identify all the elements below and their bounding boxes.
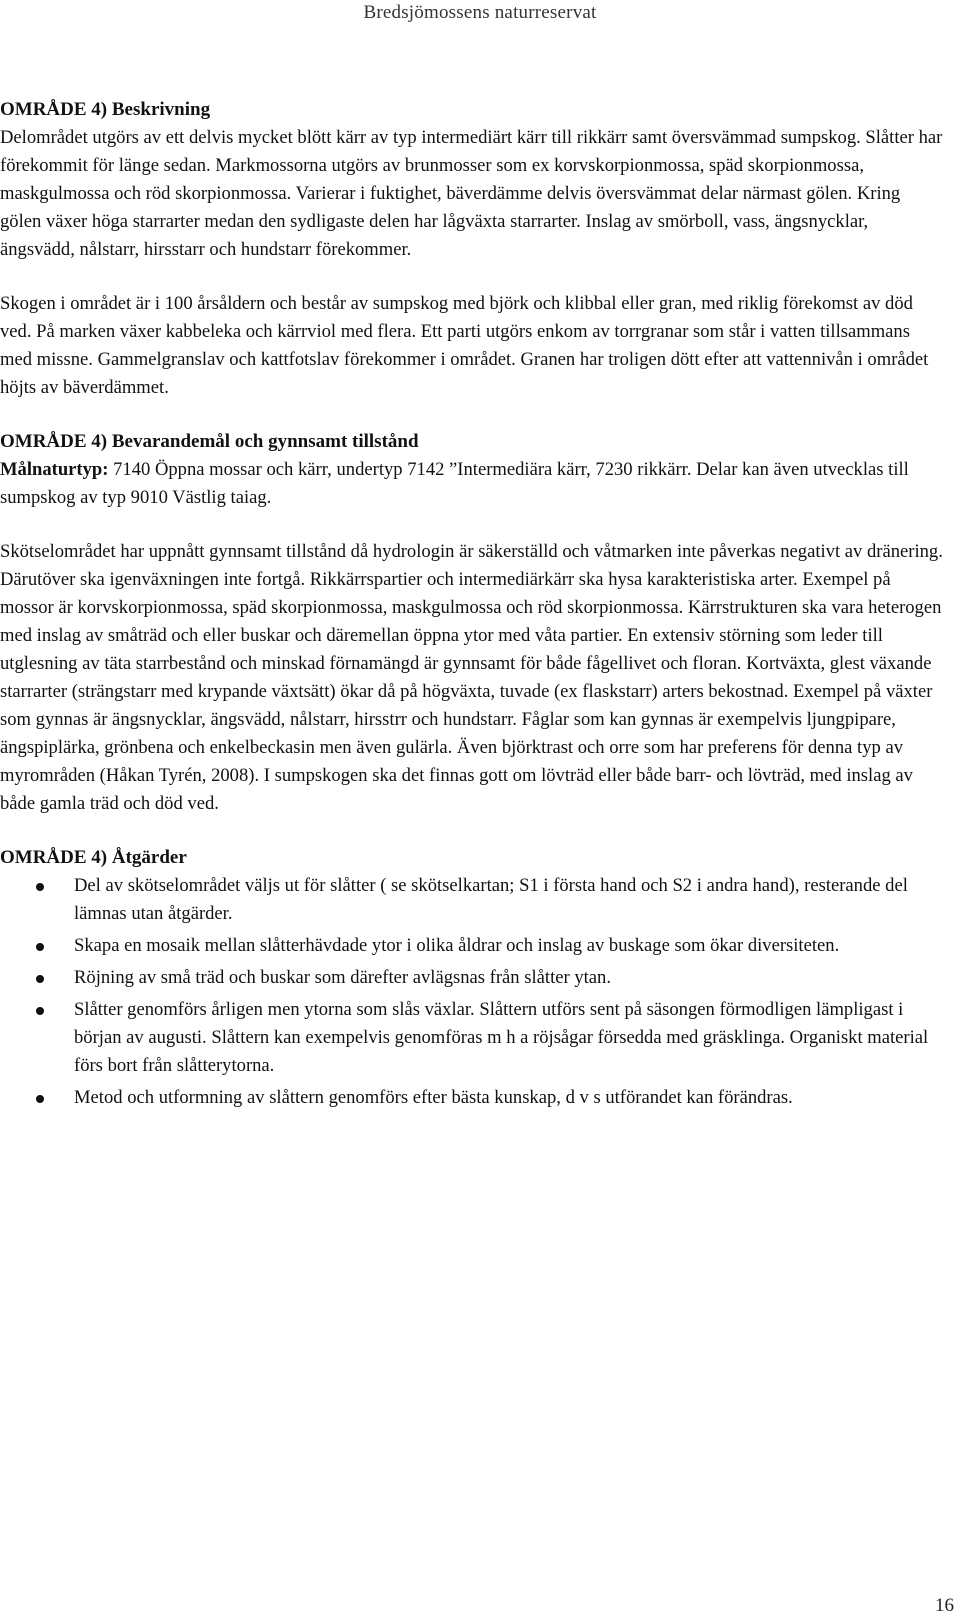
list-item-text: Metod och utformning av slåttern genomförs efter bästa kunskap, d v s utförandet kan förändras. [74, 1087, 793, 1108]
goals-paragraph-1: Skötselområdet har uppnått gynnsamt tillstånd då hydrologin är säkerställd och våtmarken inte påverkas negativt av dränering. Därutöver ska igenväxningen inte fortgå. Rikkärrspartier och intermediärkärr ska hysa karakteristiska arter. Exempel på mossor är korvskorpionmossa, späd skorpionmossa, maskgulmossa och röd skorpionmossa. Kärrstrukturen ska vara heterogen med inslag av småträd och eller buskar och däremellan öppna ytor med våta partier. En extensiv störning som leder till utglesning av täta starrbestånd och minskad förnamängd är gynnsamt för både fågellivet och floran. Kortväxta, glest växande starrarter (strängstarr med krypande växtsätt) ökar då på högväxta, tuvade (ex flaskstarr) arters bekostnad. Exempel på växter som gynnas är ängsnycklar, ängsvädd, nålstarr, hirsstrr och hundstarr. Fåglar som kan gynnas är exempelvis ljungpipare, ängspiplärka, grönbena och enkelbeckasin men även gulärla. Även björktrast och orre som har preferens för denna typ av myrområden (Håkan Tyrén, 2008). I sumpskogen ska det finnas gott om lövträd eller både barr- och lövträd, med inslag av både gamla träd och död ved. [0, 541, 943, 814]
list-item-text: Skapa en mosaik mellan slåtterhävdade ytor i olika åldrar och inslag av buskage som ökar diversiteten. [74, 935, 840, 956]
list-item [0, 964, 945, 992]
list-item [0, 1084, 945, 1112]
bullet-icon [36, 1007, 44, 1015]
list-item-text: Slåtter genomförs årligen men ytorna som slås växlar. Slåttern utförs sent på säsongen förmodligen lämpligast i början av augusti. Slåttern kan exempelvis genomföras m h a röjsågar försedda med gräsklinga. Organiskt material förs bort från slåtterytorna. [74, 999, 929, 1076]
description-paragraph-2: Skogen i området är i 100 årsåldern och består av sumpskog med björk och klibbal eller gran, med riklig förekomst av död ved. På marken växer kabbeleka och kärrviol med flera. Ett parti utgörs enkom av torrgranar som står i vatten tillsammans med missne. Gammelgranslav och kattfotslav förekommer i området. Granen har troligen dött efter att vattennivån i området höjts av bäverdämmet. [0, 293, 929, 398]
bullet-icon [36, 975, 44, 983]
spacer [0, 512, 945, 538]
running-header: Bredsjömossens naturreservat [363, 2, 597, 23]
spacer [0, 264, 945, 290]
page-number: 16 [935, 1595, 954, 1616]
list-item [0, 872, 945, 928]
description-paragraph-1: Delområdet utgörs av ett delvis mycket blött kärr av typ intermediärt kärr till rikkärr samt översvämmad sumpskog. Slåtter har förekommit för länge sedan. Markmossorna utgörs av brunmosser som ex korvskorpionmossa, späd skorpionmossa, maskgulmossa och röd skorpionmossa. Varierar i fuktighet, bäverdämme delvis översvämmat delar närmast gölen. Kring gölen växer höga starrarter medan den sydligaste delen har lågväxta starrarter. Inslag av smörboll, vass, ängsnycklar, ängsvädd, nålstarr, hirsstarr och hundstarr förekommer. [0, 127, 943, 260]
list-item-text: Del av skötselområdet väljs ut för slåtter ( se skötselkartan; S1 i första hand och S2 i andra hand), resterande del lämnas utan åtgärder. [74, 875, 908, 924]
measures-list [0, 872, 945, 1112]
document-body [0, 96, 945, 1116]
description-heading: OMRÅDE 4) Beskrivning [0, 99, 211, 120]
goals-heading: OMRÅDE 4) Bevarandemål och gynnsamt tillstånd [0, 431, 419, 452]
bullet-icon [36, 943, 44, 951]
bullet-icon [36, 1095, 44, 1103]
target-habitat-label: Målnaturtyp: [0, 459, 109, 480]
list-item [0, 932, 945, 960]
list-item-text: Röjning av små träd och buskar som därefter avlägsnas från slåtter ytan. [74, 967, 611, 988]
measures-heading: OMRÅDE 4) Åtgärder [0, 847, 187, 868]
target-habitat-paragraph [0, 456, 945, 512]
list-item [0, 996, 945, 1080]
spacer [0, 402, 945, 428]
bullet-icon [36, 883, 44, 891]
target-habitat-text: 7140 Öppna mossar och kärr, undertyp 7142 ”Intermediära kärr, 7230 rikkärr. Delar kan även utvecklas till sumpskog av typ 9010 Västlig taiag. [0, 459, 909, 508]
spacer [0, 818, 945, 844]
